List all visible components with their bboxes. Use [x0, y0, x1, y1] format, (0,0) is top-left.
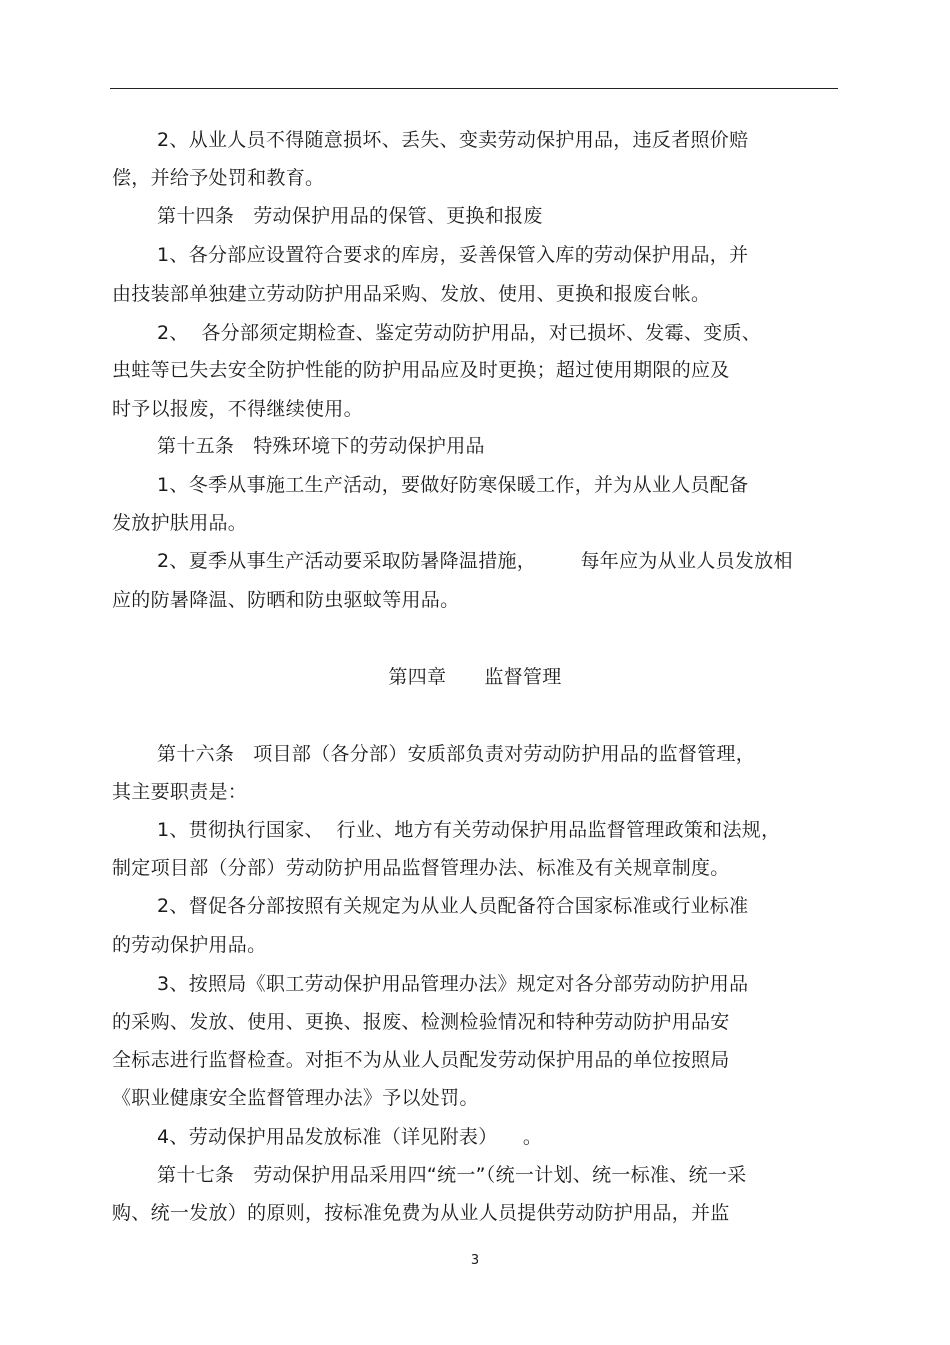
text-line: 1、冬季从事施工生产活动，要做好防寒保暖工作，并为从业人员配备	[157, 474, 749, 496]
text-line: 由技装部单独建立劳动防护用品采购、发放、使用、更换和报废台帐。	[112, 283, 711, 305]
text-line: 2、从业人员不得随意损坏、丢失、变卖劳动保护用品，违反者照价赔	[157, 129, 749, 151]
text-line: 的采购、发放、使用、更换、报废、检测检验情况和特种劳动防护用品安	[112, 1011, 730, 1033]
text-line: 发放护肤用品。	[112, 512, 248, 534]
text-line: 4、劳动保护用品发放标准（详见附表） 。	[157, 1126, 543, 1148]
text-line: 1、各分部应设置符合要求的库房，妥善保管入库的劳动保护用品，并	[157, 244, 749, 266]
text-line: 时予以报废，不得继续使用。	[112, 398, 363, 420]
text-line: 2、督促各分部按照有关规定为从业人员配备符合国家标准或行业标准	[157, 895, 749, 917]
chapter-heading: 第四章 监督管理	[388, 666, 562, 688]
text-line: 购、统一发放）的原则，按标准免费为从业人员提供劳动防护用品，并监	[112, 1202, 730, 1224]
text-line: 其主要职责是：	[112, 781, 248, 803]
text-line: 1、贯彻执行国家、 行业、地方有关劳动保护用品监督管理政策和法规，	[157, 819, 781, 841]
text-line: 全标志进行监督检查。对拒不为从业人员配发劳动保护用品的单位按照局	[112, 1049, 730, 1071]
text-line: 3、按照局《职工劳动保护用品管理办法》规定对各分部劳动防护用品	[157, 973, 749, 995]
text-line: 的劳动保护用品。	[112, 934, 267, 956]
article-heading: 第十七条 劳动保护用品采用四“统一”（统一计划、统一标准、统一采	[157, 1164, 747, 1186]
text-line: 虫蛀等已失去安全防护性能的防护用品应及时更换；超过使用期限的应及	[112, 359, 730, 381]
article-heading: 第十四条 劳动保护用品的保管、更换和报废	[157, 205, 543, 227]
page-number: 3	[470, 1253, 480, 1268]
text-line: 2、夏季从事生产活动要采取防暑降温措施， 每年应为从业人员发放相	[157, 550, 793, 572]
article-heading: 第十六条 项目部（各分部）安质部负责对劳动防护用品的监督管理，	[157, 743, 756, 765]
header-rule	[110, 88, 838, 89]
text-line: 2、 各分部须定期检查、鉴定劳动防护用品，对已损坏、发霉、变质、	[157, 322, 762, 344]
article-heading: 第十五条 特殊环境下的劳动保护用品	[157, 435, 485, 457]
text-line: 偿，并给予处罚和教育。	[112, 167, 325, 189]
text-line: 制定项目部（分部）劳动防护用品监督管理办法、标准及有关规章制度。	[112, 857, 730, 879]
text-line: 应的防暑降温、防晒和防虫驱蚊等用品。	[112, 589, 460, 611]
text-line: 《职业健康安全监督管理办法》予以处罚。	[112, 1087, 479, 1109]
